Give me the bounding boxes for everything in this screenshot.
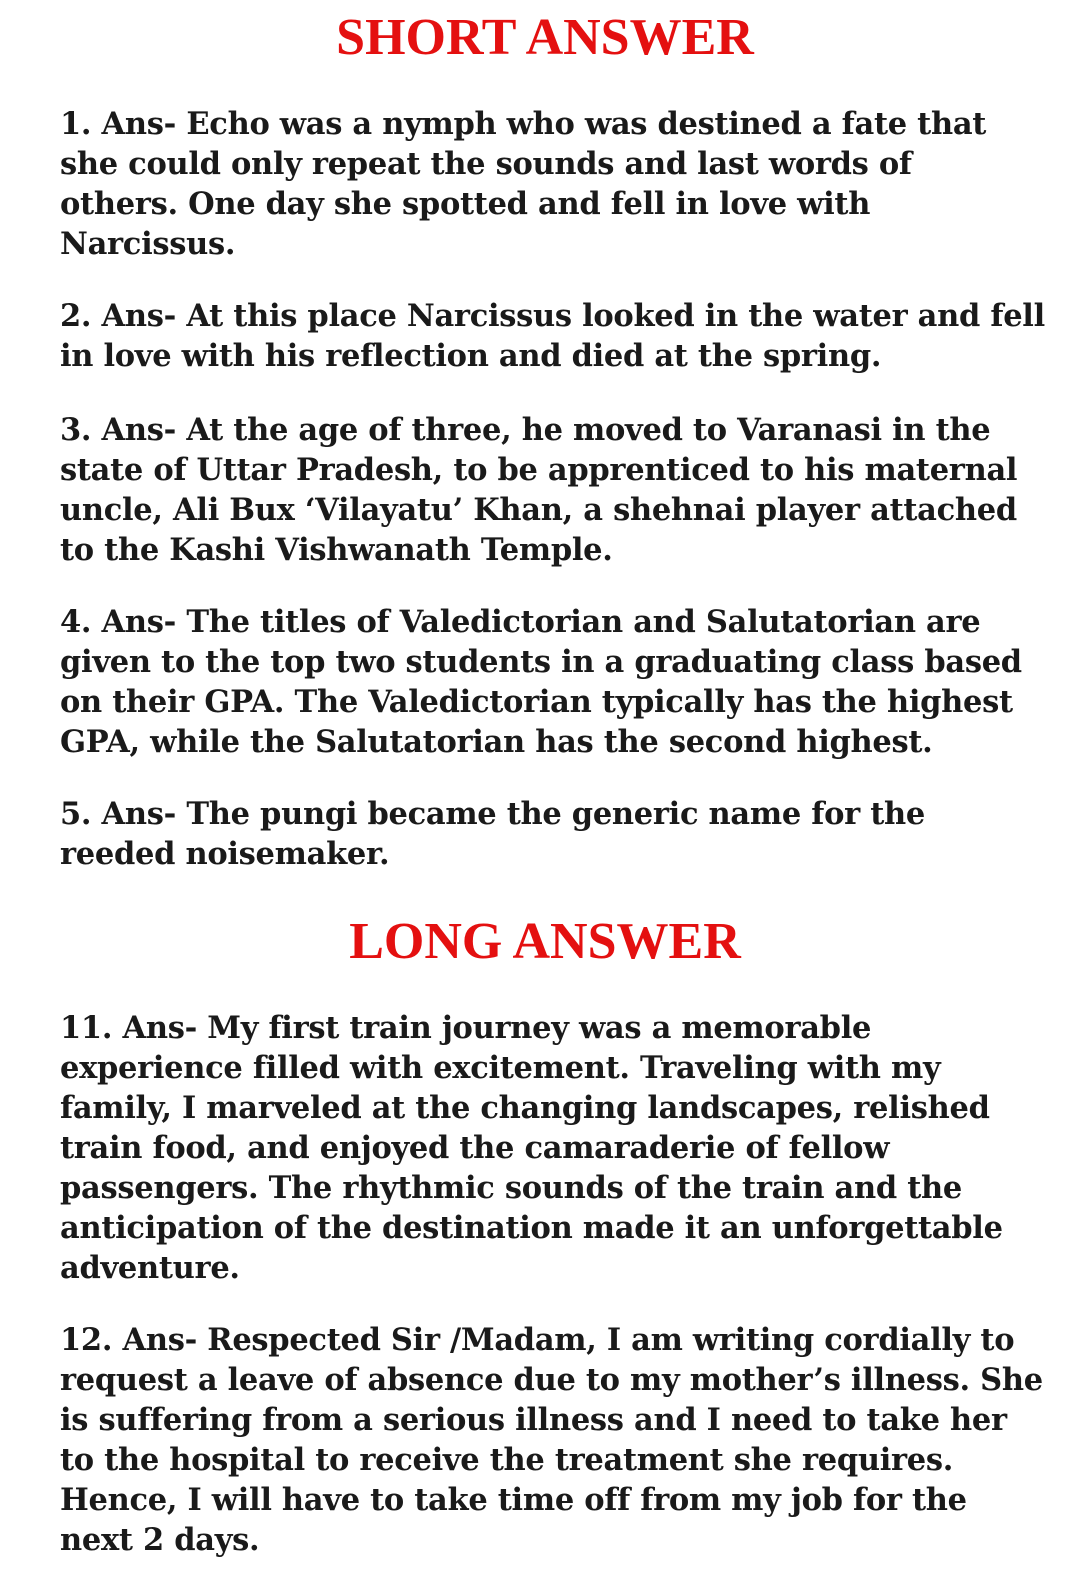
answer-line: GPA, while the Salutatorian has the second highest. [60,724,933,760]
short-answer-4 [60,602,1050,762]
long-answer-heading: LONG ANSWER [349,913,741,970]
answer-line: state of Uttar Pradesh, to be apprenticed to his maternal [60,452,1018,488]
short-answer-3 [60,410,1050,570]
answer-line: 12. Ans- Respected Sir /Madam, I am writing cordially to [60,1322,1015,1358]
answer-line: Hence, I will have to take time off from my job for the [60,1482,967,1518]
short-answer-heading: SHORT ANSWER [336,9,754,66]
answer-line: on their GPA. The Valedictorian typically has the highest [60,684,1013,720]
answer-line: 2. Ans- At this place Narcissus looked in the water and fell [60,298,1045,334]
answer-line: Narcissus. [60,226,236,262]
answer-line: 11. Ans- My first train journey was a memorable [60,1010,872,1046]
answer-line: adventure. [60,1250,240,1286]
answer-line: to the Kashi Vishwanath Temple. [60,532,613,568]
answer-line: 4. Ans- The titles of Valedictorian and Salutatorian are [60,604,981,640]
short-answer-2 [60,296,1050,376]
answer-line: reeded noisemaker. [60,836,390,872]
short-answer-5 [60,794,1050,874]
answer-line: anticipation of the destination made it an unforgettable [60,1210,1003,1246]
answer-line: 1. Ans- Echo was a nymph who was destined a fate that [60,106,987,142]
answer-line: 3. Ans- At the age of three, he moved to Varanasi in the [60,412,991,448]
long-answer-12 [60,1320,1050,1560]
answer-line: given to the top two students in a graduating class based [60,644,1022,680]
answer-line: uncle, Ali Bux ‘Vilayatu’ Khan, a shehnai player attached [60,492,1017,528]
short-answer-1 [60,104,1050,264]
answer-line: in love with his reflection and died at the spring. [60,338,882,374]
answer-line: passengers. The rhythmic sounds of the train and the [60,1170,962,1206]
answer-line: to the hospital to receive the treatment she requires. [60,1442,954,1478]
answer-line: she could only repeat the sounds and last words of [60,146,912,182]
answer-line: others. One day she spotted and fell in love with [60,186,871,222]
answer-line: experience filled with excitement. Traveling with my [60,1050,941,1086]
answer-line: family, I marveled at the changing landscapes, relished [60,1090,990,1126]
answer-line: next 2 days. [60,1522,260,1558]
answer-line: is suffering from a serious illness and I need to take her [60,1402,1007,1438]
answer-line: 5. Ans- The pungi became the generic name for the [60,796,926,832]
answer-line: request a leave of absence due to my mother’s illness. She [60,1362,1043,1398]
answer-line: train food, and enjoyed the camaraderie of fellow [60,1130,890,1166]
long-answer-11 [60,1008,1050,1288]
